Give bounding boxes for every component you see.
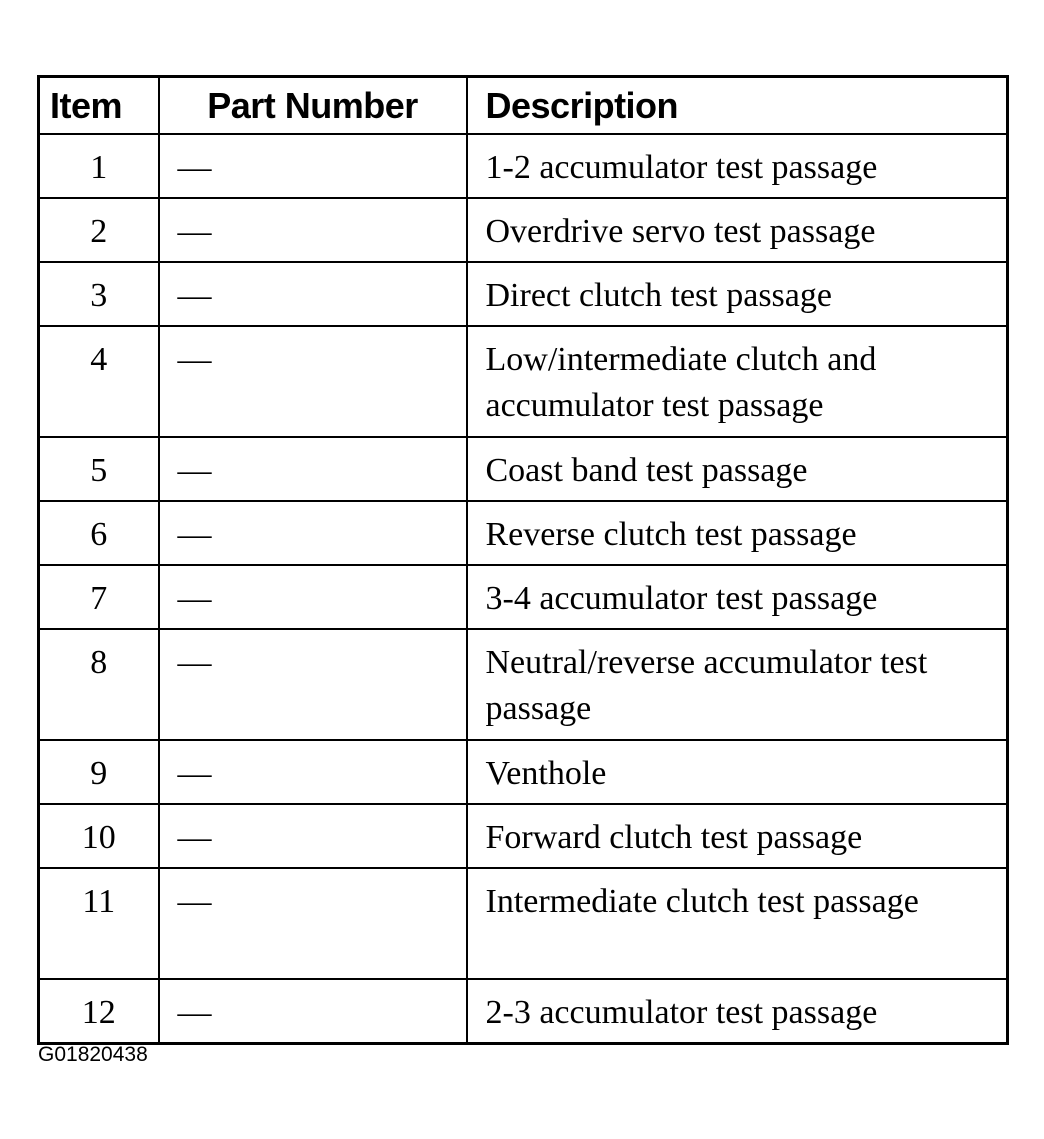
table-row bbox=[39, 326, 1008, 437]
table-row bbox=[39, 134, 1008, 198]
header-item: Item bbox=[39, 77, 159, 135]
header-part-number: Part Number bbox=[159, 77, 467, 135]
description-cell: Direct clutch test passage bbox=[467, 262, 1008, 326]
description-cell: 2-3 accumulator test passage bbox=[467, 979, 1008, 1044]
table-row bbox=[39, 740, 1008, 804]
description-cell: Overdrive servo test passage bbox=[467, 198, 1008, 262]
description-cell: Neutral/reverse accumulator test passage bbox=[467, 629, 1008, 740]
item-cell: 8 bbox=[39, 629, 159, 740]
table-row bbox=[39, 804, 1008, 868]
item-cell: 5 bbox=[39, 437, 159, 501]
description-cell: 3-4 accumulator test passage bbox=[467, 565, 1008, 629]
part-number-cell: — bbox=[159, 134, 467, 198]
description-cell: Forward clutch test passage bbox=[467, 804, 1008, 868]
item-cell: 1 bbox=[39, 134, 159, 198]
item-cell: 6 bbox=[39, 501, 159, 565]
part-number-cell: — bbox=[159, 979, 467, 1044]
part-number-cell: — bbox=[159, 501, 467, 565]
table-row bbox=[39, 979, 1008, 1044]
item-cell: 10 bbox=[39, 804, 159, 868]
header-description: Description bbox=[467, 77, 1008, 135]
item-cell: 9 bbox=[39, 740, 159, 804]
table-header bbox=[39, 77, 1008, 135]
description-cell: Low/intermediate clutch and accumulator test passage bbox=[467, 326, 1008, 437]
part-number-cell: — bbox=[159, 804, 467, 868]
part-number-cell: — bbox=[159, 262, 467, 326]
table-row bbox=[39, 629, 1008, 740]
item-cell: 2 bbox=[39, 198, 159, 262]
description-cell: Reverse clutch test passage bbox=[467, 501, 1008, 565]
part-number-cell: — bbox=[159, 437, 467, 501]
item-cell: 7 bbox=[39, 565, 159, 629]
part-number-cell: — bbox=[159, 198, 467, 262]
part-number-cell: — bbox=[159, 326, 467, 437]
part-number-cell: — bbox=[159, 868, 467, 979]
table-row bbox=[39, 868, 1008, 979]
parts-table bbox=[37, 75, 1009, 1045]
item-cell: 4 bbox=[39, 326, 159, 437]
item-cell: 12 bbox=[39, 979, 159, 1044]
part-number-cell: — bbox=[159, 740, 467, 804]
table-row bbox=[39, 437, 1008, 501]
part-number-cell: — bbox=[159, 565, 467, 629]
figure-code: G01820438 bbox=[38, 1043, 148, 1066]
table-row bbox=[39, 262, 1008, 326]
table-row bbox=[39, 198, 1008, 262]
description-cell: 1-2 accumulator test passage bbox=[467, 134, 1008, 198]
part-number-cell: — bbox=[159, 629, 467, 740]
description-cell: Intermediate clutch test passage bbox=[467, 868, 1008, 979]
header-row bbox=[39, 77, 1008, 135]
description-cell: Venthole bbox=[467, 740, 1008, 804]
table-body bbox=[39, 134, 1008, 1044]
description-cell: Coast band test passage bbox=[467, 437, 1008, 501]
table-row bbox=[39, 565, 1008, 629]
item-cell: 3 bbox=[39, 262, 159, 326]
table-row bbox=[39, 501, 1008, 565]
item-cell: 11 bbox=[39, 868, 159, 979]
